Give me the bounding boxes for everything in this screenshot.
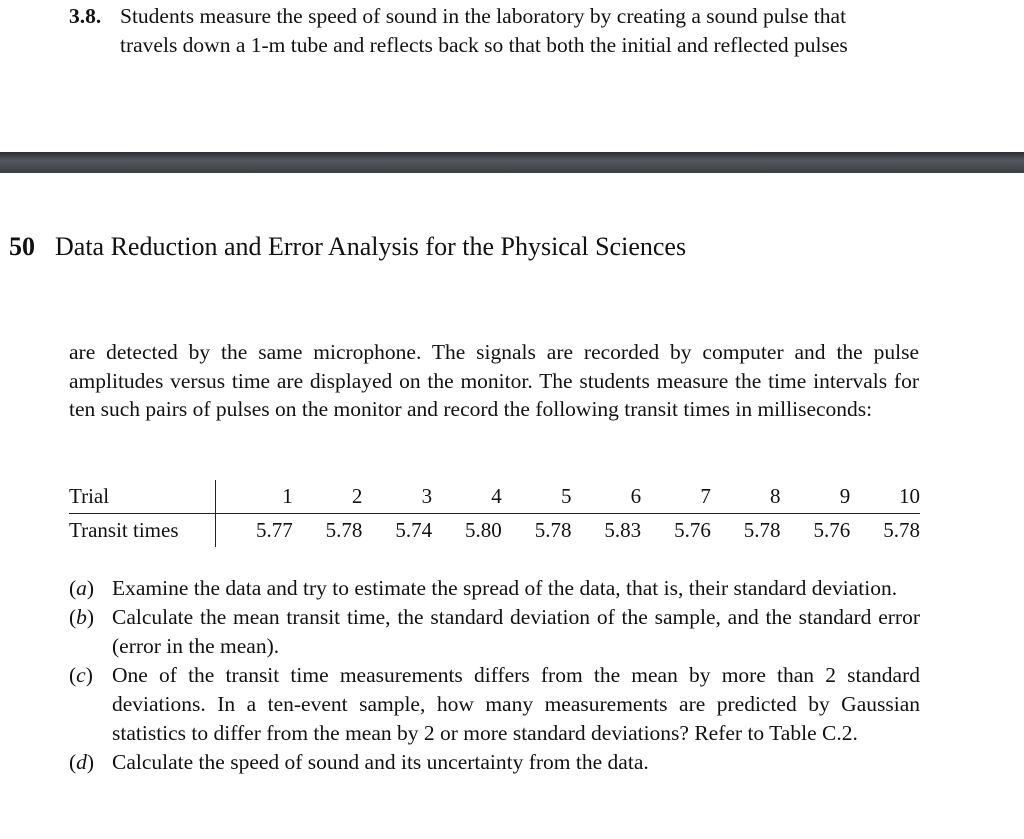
question-text: One of the transit time measurements differs from the mean by more than 2 standard deviations. In a ten-event sample, how many measurements are predicted by Gaussian statistics to differ from the mean by 2 or more standard deviations? Refer to Table C.2. (112, 663, 920, 745)
trial-cell: 8 (711, 480, 781, 514)
book-title: Data Reduction and Error Analysis for the Physical Sciences (55, 232, 687, 261)
trial-cell: 3 (362, 480, 432, 514)
column-separator (216, 514, 224, 548)
question-text: Calculate the speed of sound and its uncertainty from the data. (112, 750, 649, 774)
header-label: Trial (69, 480, 216, 514)
trial-cell: 4 (432, 480, 502, 514)
question-item (69, 661, 920, 748)
time-cell: 5.78 (850, 514, 920, 548)
page-number: 50 (9, 232, 35, 261)
column-separator (216, 480, 224, 514)
trial-cell: 9 (781, 480, 851, 514)
transit-times-table (69, 480, 920, 547)
question-label: (b) (69, 605, 95, 629)
problem-number: 3.8. (69, 4, 102, 28)
time-cell: 5.77 (223, 514, 293, 548)
trial-cell: 1 (223, 480, 293, 514)
problem-intro (69, 2, 969, 60)
row-label: Transit times (69, 514, 216, 548)
problem-intro-line-1: Students measure the speed of sound in the laboratory by creating a sound pulse that (120, 4, 847, 28)
table-data-row (69, 514, 920, 548)
time-cell: 5.78 (711, 514, 781, 548)
question-label: (d) (69, 750, 95, 774)
running-head (9, 232, 686, 262)
time-cell: 5.83 (571, 514, 641, 548)
question-text: Calculate the mean transit time, the standard deviation of the sample, and the standard error (error in the mean). (112, 605, 920, 658)
trial-cell: 7 (641, 480, 711, 514)
time-cell: 5.78 (502, 514, 572, 548)
trial-cell: 10 (850, 480, 920, 514)
problem-body-paragraph: are detected by the same microphone. The signals are recorded by computer and the pulse amplitudes versus time are displayed on the monitor. The students measure the time intervals for ten such pairs of pulses on the monitor and record the following transit times in milliseconds: (69, 340, 919, 422)
problem-intro-line-2: travels down a 1-m tube and reflects back so that both the initial and reflected pulses (120, 33, 848, 57)
question-list (69, 574, 920, 777)
trial-cell: 5 (502, 480, 572, 514)
question-text: Examine the data and try to estimate the spread of the data, that is, their standard deviation. (112, 576, 898, 600)
question-item (69, 748, 920, 777)
trial-cell: 2 (293, 480, 363, 514)
table-header-row (69, 480, 920, 514)
question-label: (a) (69, 576, 95, 600)
time-cell: 5.76 (641, 514, 711, 548)
question-item (69, 603, 920, 661)
question-item (69, 574, 920, 603)
time-cell: 5.74 (362, 514, 432, 548)
time-cell: 5.76 (781, 514, 851, 548)
page-break-bar (0, 152, 1024, 173)
time-cell: 5.78 (293, 514, 363, 548)
trial-cell: 6 (571, 480, 641, 514)
question-label: (c) (69, 663, 93, 687)
time-cell: 5.80 (432, 514, 502, 548)
